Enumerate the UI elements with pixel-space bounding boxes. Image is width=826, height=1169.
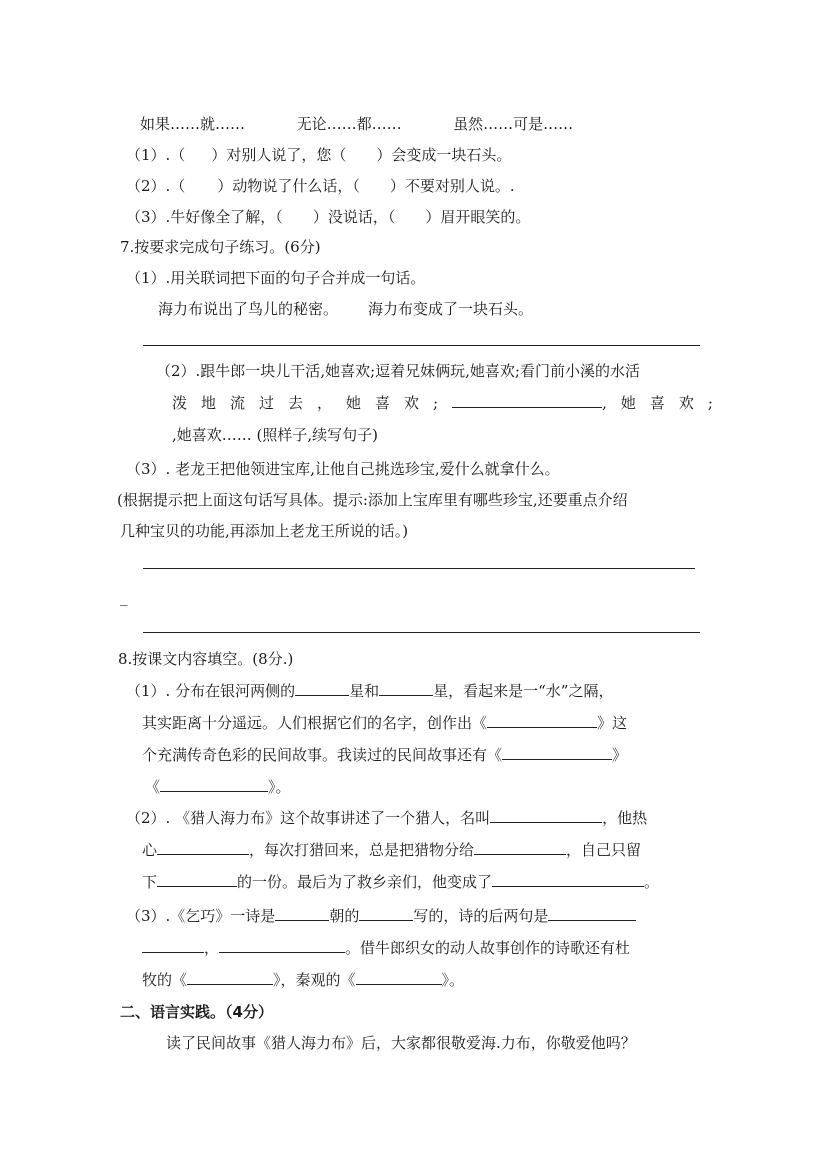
- q7-part3-hint-line1: (根据提示把上面这句话写具体。提示:添加上宝库里有哪些珍宝,还要重点介绍: [117, 491, 628, 509]
- text: ，每次打猎回来，总是把猎物分给: [249, 841, 475, 859]
- q6-item-2: [126, 176, 515, 196]
- text: 》: [612, 746, 628, 764]
- blank[interactable]: [356, 970, 442, 985]
- text: 。借牛郎织女的动人故事创作的诗歌还有杜: [345, 939, 631, 957]
- blank[interactable]: [474, 840, 566, 855]
- q8-part2-line3: [142, 872, 659, 892]
- q6-item-1-part-c: ）会变成一块石头。: [376, 146, 512, 164]
- text: （3）.《乞巧》一诗是: [126, 907, 276, 925]
- q7-part2-text-b: ,她喜欢;: [602, 394, 727, 412]
- q6-item-2-part-c: ）不要对别人说。.: [389, 177, 515, 195]
- blank[interactable]: [219, 938, 345, 953]
- blank[interactable]: [275, 906, 329, 921]
- text: 朝的: [329, 907, 360, 925]
- conjunction-1: 如果……就……: [140, 115, 246, 133]
- blank[interactable]: [548, 906, 636, 921]
- q6-item-3-part-c: ）眉开眼笑的。: [425, 208, 531, 226]
- q6-item-2-part-a: （2）.（: [126, 177, 186, 195]
- text: 星和: [349, 682, 380, 700]
- q7-sentence-1: 海力布说出了鸟儿的秘密。: [158, 300, 339, 318]
- text: ，自己只留: [566, 841, 642, 859]
- q8-part3-line2: [142, 938, 630, 958]
- q7-part3-title: （3）. 老龙王把他领进宝库,让他自己挑选珍宝,爱什么就拿什么。: [126, 460, 560, 478]
- text: （2）. 《猎人海力布》这个故事讲述了一个猎人，名叫: [126, 809, 491, 827]
- q7-part2-line2: [172, 393, 727, 413]
- q7-sentence-2: 海力布变成了一块石头。: [368, 300, 534, 318]
- q6-item-3-part-a: （3）.牛好像全了解，（: [126, 208, 283, 226]
- q6-item-3-part-b: ）没说话，（: [312, 208, 396, 226]
- q7-part1-title: （1）.用关联词把下面的句子合并成一句话。: [126, 269, 426, 287]
- q6-item-1: [126, 145, 511, 165]
- q8-part2-line1: [126, 808, 647, 828]
- text: ，: [204, 939, 220, 957]
- text: 心: [142, 841, 158, 859]
- blank[interactable]: [187, 970, 273, 985]
- q8-part1-line3: [142, 745, 627, 765]
- q6-item-2-part-b: ）动物说了什么话，（: [217, 177, 360, 195]
- q8-part1-line4: [145, 777, 291, 797]
- blank[interactable]: [157, 840, 249, 855]
- conjunction-options: [140, 114, 573, 134]
- blank[interactable]: [157, 872, 237, 887]
- q6-item-1-part-b: ）对别人说了，您（: [211, 146, 347, 164]
- text: 下: [142, 873, 158, 891]
- q8-title: 8.按课文内容填空。(8分.): [118, 650, 294, 668]
- blank[interactable]: [160, 777, 268, 792]
- text: （1）. 分布在银河两侧的: [126, 682, 296, 700]
- blank[interactable]: [452, 393, 602, 408]
- answer-line[interactable]: [143, 632, 700, 633]
- blank[interactable]: [490, 808, 602, 823]
- blank[interactable]: [379, 681, 433, 696]
- text: 。: [644, 873, 660, 891]
- blank[interactable]: [492, 872, 644, 887]
- q6-item-3: [126, 207, 530, 227]
- q8-part2-line2: [142, 840, 641, 860]
- blank[interactable]: [502, 745, 612, 760]
- q7-part2-line3: ,她喜欢…… (照样子,续写句子): [172, 426, 379, 444]
- conjunction-3: 虽然……可是……: [453, 115, 574, 133]
- text: ，他热: [602, 809, 648, 827]
- text: 》这: [597, 714, 628, 732]
- section2-title: 二、语言实践。（4分）: [120, 1003, 273, 1021]
- text: 《: [145, 778, 161, 796]
- q8-part3-line3: [142, 970, 464, 990]
- text: 其实距离十分遥远。人们根据它们的名字，创作出《: [142, 714, 488, 732]
- q8-part1-line2: [142, 713, 627, 733]
- q8-part1-line1: [126, 681, 613, 701]
- text: 》，秦观的《: [273, 971, 356, 989]
- q6-item-1-part-a: （1）.（: [126, 146, 186, 164]
- blank[interactable]: [142, 938, 204, 953]
- text: 》。: [268, 778, 291, 796]
- text: 星，看起来是一“水”之隔，: [433, 682, 614, 700]
- q7-part3-hint-line2: 几种宝贝的功能,再添加上老龙王所说的话。): [120, 522, 409, 540]
- section2-text: 读了民间故事《猎人海力布》后，大家都很敬爱海.力布，你敬爱他吗？: [166, 1034, 636, 1052]
- q8-part3-line1: [126, 906, 636, 926]
- text: 牧的《: [142, 971, 188, 989]
- text: 写的，诗的后两句是: [413, 907, 549, 925]
- conjunction-2: 无论……都……: [296, 115, 402, 133]
- blank[interactable]: [487, 713, 597, 728]
- text: 》。: [441, 971, 465, 989]
- blank[interactable]: [359, 906, 413, 921]
- answer-line[interactable]: [143, 345, 700, 346]
- blank[interactable]: [295, 681, 349, 696]
- q7-title: 7.按要求完成句子练习。(6分): [120, 238, 321, 256]
- text: 的一份。最后为了救乡亲们，他变成了: [237, 873, 493, 891]
- q7-part2-text-a: 泼地流过去，她喜欢;: [172, 394, 453, 412]
- stray-dash: _: [120, 588, 128, 606]
- q7-part2-line1: （2）.跟牛郎一块儿干活,她喜欢;逗着兄妹俩玩,她喜欢;看门前小溪的水活: [156, 362, 640, 380]
- q7-part1-sentences: [158, 299, 533, 319]
- text: 个充满传奇色彩的民间故事。我读过的民间故事还有《: [142, 746, 503, 764]
- answer-line[interactable]: [143, 568, 695, 569]
